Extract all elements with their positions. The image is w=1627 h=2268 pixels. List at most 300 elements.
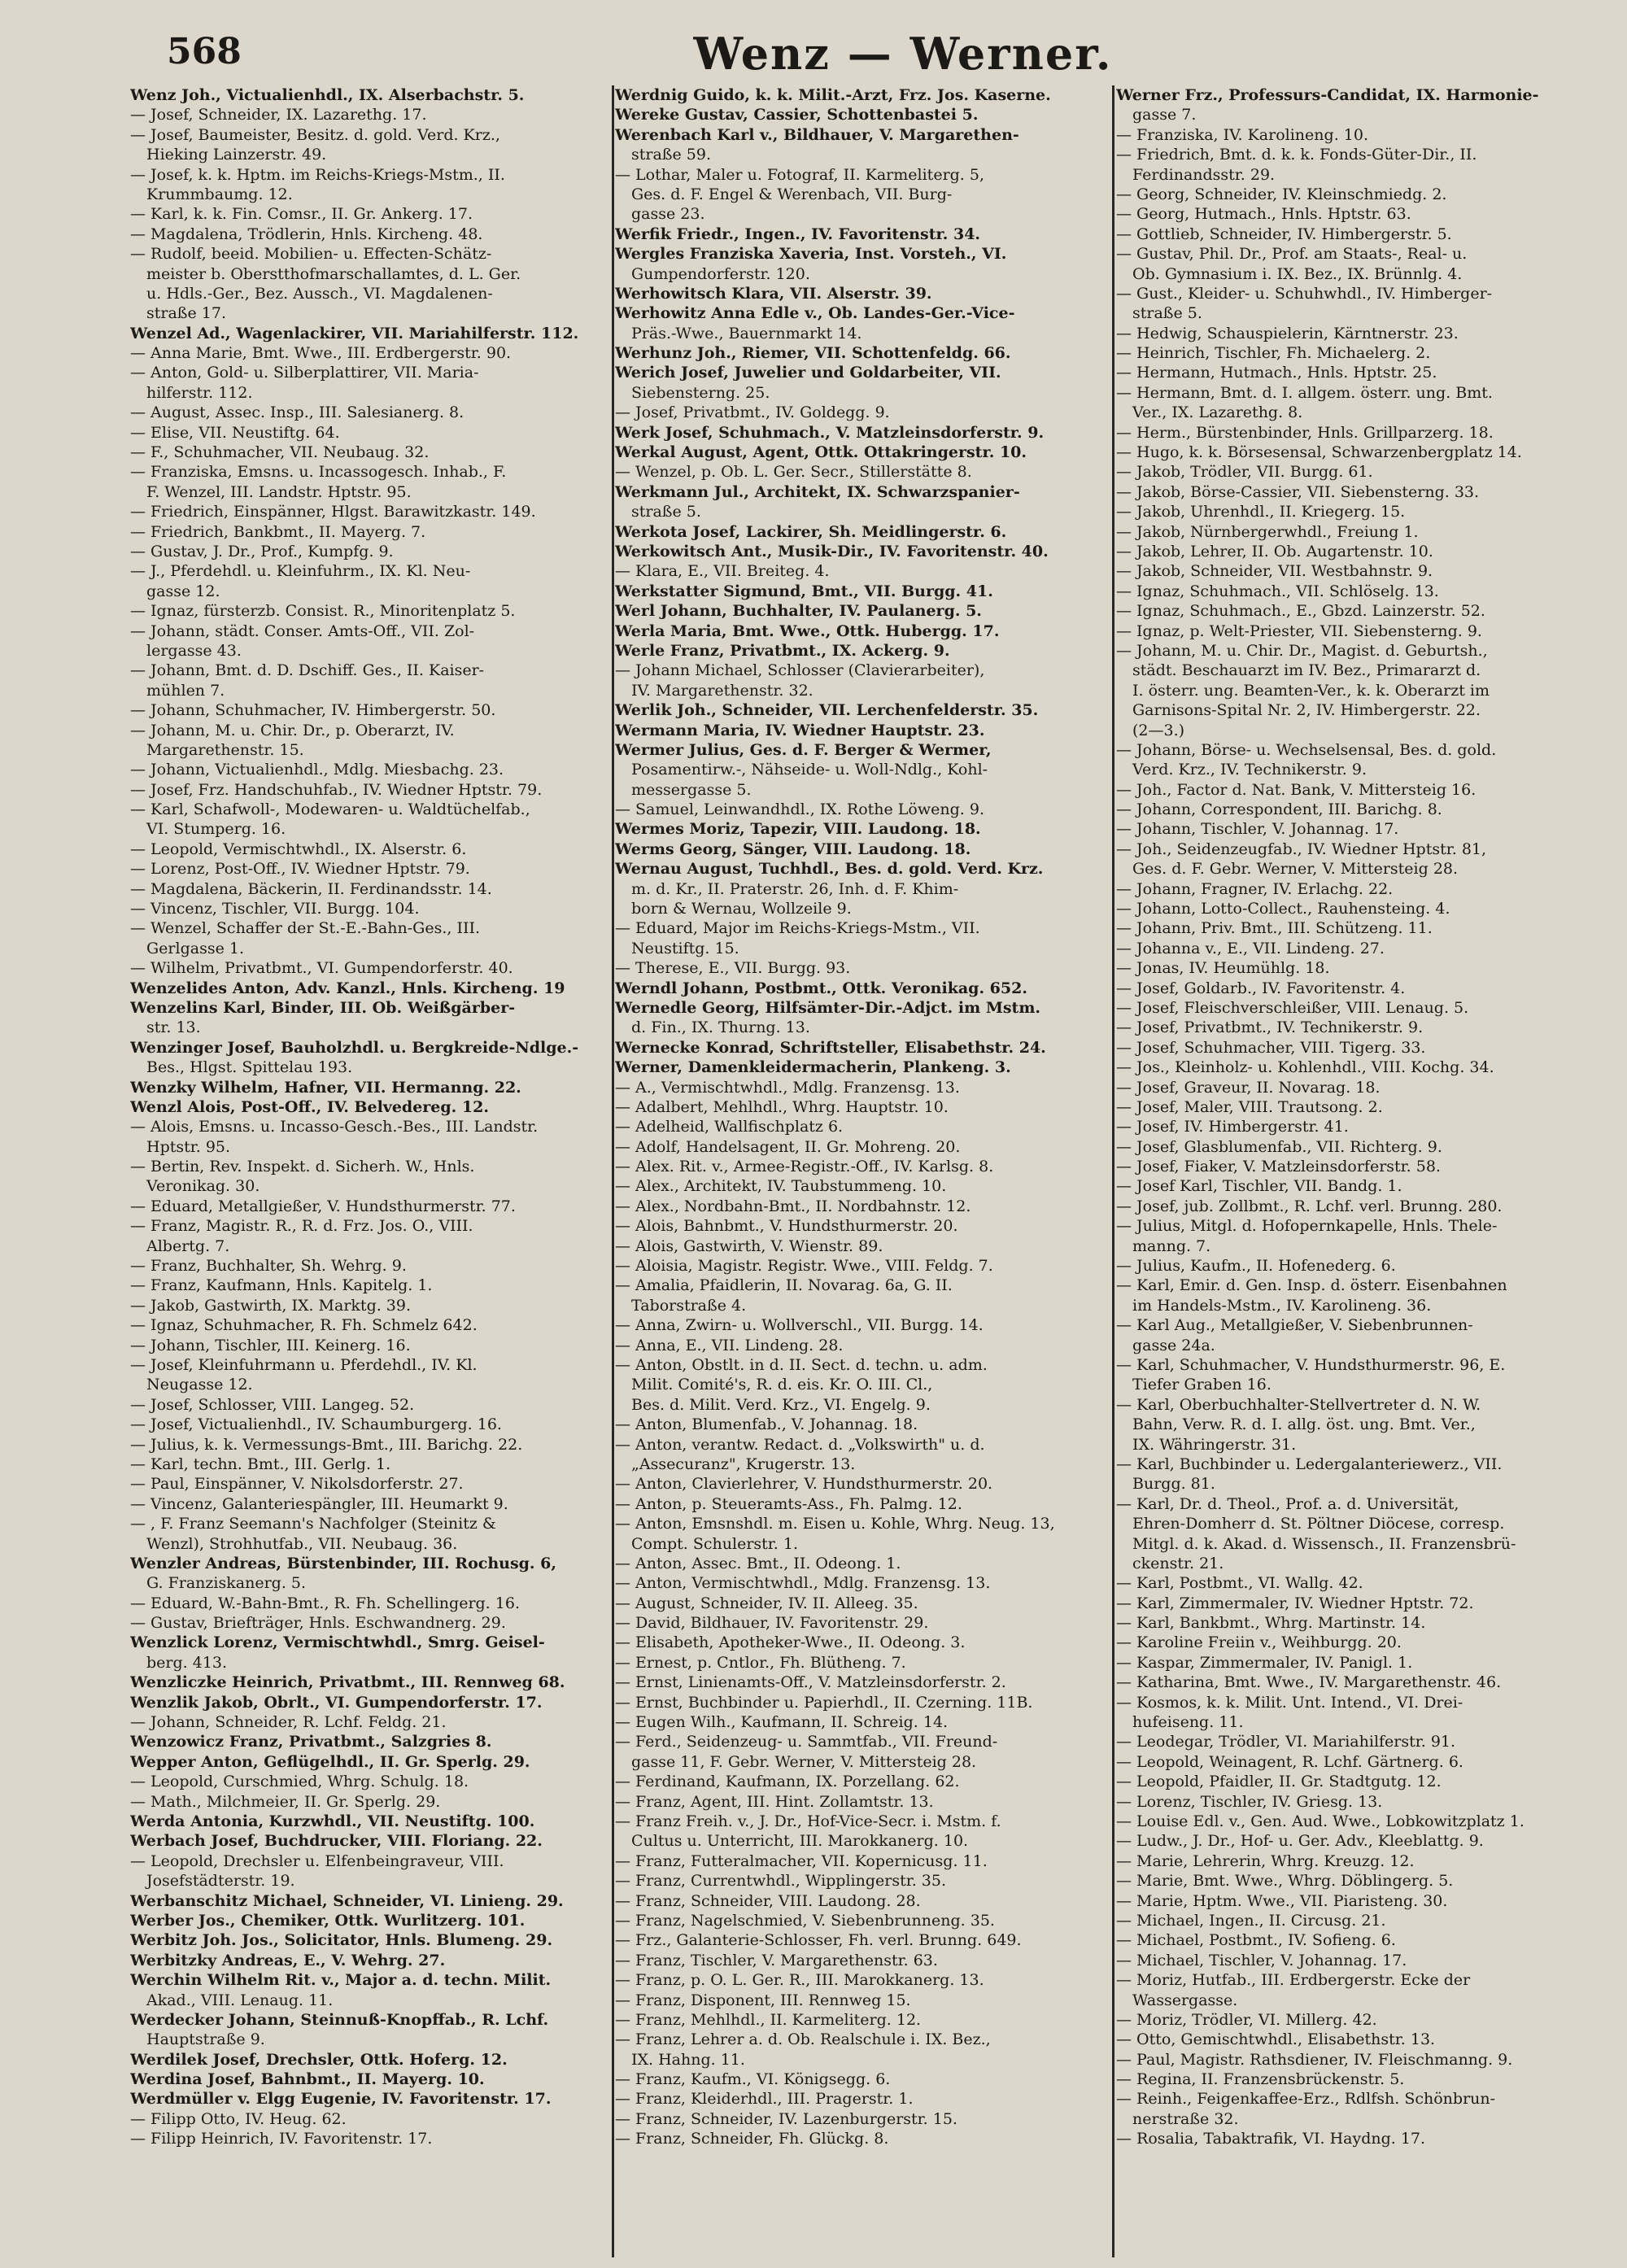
directory-entry-line: F. Wenzel, III. Landstr. Hptstr. 95.	[146, 482, 412, 501]
directory-entry-line: hilferstr. 112.	[146, 383, 253, 402]
directory-entry-line: — Joh., Seidenzeugfab., IV. Wiedner Hptstr. 81,	[1116, 840, 1487, 858]
directory-entry-line: — Hugo, k. k. Börsesensal, Schwarzenbergplatz 14.	[1116, 443, 1522, 462]
directory-entry-line: — Hermann, Hutmach., Hnls. Hptstr. 25.	[1116, 364, 1437, 382]
directory-entry-line: — Anton, verantw. Redact. d. „Volkswirth" u. d.	[615, 1435, 985, 1454]
directory-entry-line: — Anton, p. Steueramts-Ass., Fh. Palmg. 12.	[615, 1494, 962, 1513]
directory-entry-line: (2—3.)	[1132, 721, 1185, 739]
directory-entry-line: — Ignaz, fürsterzb. Consist. R., Minoritenplatz 5.	[130, 602, 516, 621]
directory-entry-line: — Ignaz, Schuhmach., E., Gbzd. Lainzerstr. 52.	[1116, 602, 1485, 621]
directory-entry-line: Wenzelins Karl, Binder, III. Ob. Weißgärber-	[130, 998, 516, 1017]
directory-entry-line: — Franz, Futteralmacher, VII. Kopernicusg. 11.	[615, 1851, 988, 1870]
directory-entry-line: born & Wernau, Wollzeile 9.	[631, 900, 852, 918]
directory-entry-line: — Johann, Tischler, III. Keinerg. 16.	[130, 1336, 411, 1354]
directory-entry-line: — Filipp Heinrich, IV. Favoritenstr. 17.	[130, 2130, 433, 2148]
directory-entry-line: — Jakob, Gastwirth, IX. Marktg. 39.	[130, 1296, 412, 1315]
directory-entry-line: Bes. d. Milit. Verd. Krz., VI. Engelg. 9.	[631, 1395, 931, 1414]
directory-entry-line: Neugasse 12.	[146, 1376, 253, 1394]
directory-entry-line: Werner Frz., Professurs-Candidat, IX. Harmonie-	[1116, 86, 1539, 104]
directory-entry-line: Veronikag. 30.	[146, 1177, 260, 1196]
directory-entry-line: Garnisons-Spital Nr. 2, IV. Himbergerstr. 22.	[1132, 701, 1481, 720]
directory-entry-line: I. österr. ung. Beamten-Ver., k. k. Oberarzt im	[1132, 681, 1490, 700]
directory-entry-line: Wernecke Konrad, Schriftsteller, Elisabethstr. 24.	[615, 1038, 1046, 1057]
directory-entry-line: — Anna, Zwirn- u. Wollverschl., VII. Burgg. 14.	[615, 1316, 984, 1335]
directory-entry-line: — Marie, Hptm. Wwe., VII. Piaristeng. 30.	[1116, 1891, 1448, 1910]
directory-entry-line: — Johann, Lotto-Collect., Rauhensteing. 4.	[1116, 900, 1450, 918]
directory-entry-line: gasse 7.	[1132, 106, 1197, 124]
directory-entry-line: Präs.-Wwe., Bauernmarkt 14.	[631, 324, 862, 342]
directory-entry-line: — Georg, Schneider, IV. Kleinschmiedg. 2.	[1116, 185, 1447, 203]
directory-entry-line: m. d. Kr., II. Praterstr. 26, Inh. d. F. Khim-	[631, 879, 959, 898]
directory-entry-line: — Leodegar, Trödler, VI. Mariahilferstr. 91.	[1116, 1733, 1456, 1751]
directory-entry-line: gasse 12.	[146, 582, 220, 600]
directory-entry-line: — Leopold, Drechsler u. Elfenbeingraveur, VIII.	[130, 1851, 504, 1870]
directory-entry-line: VI. Stumperg. 16.	[146, 820, 286, 839]
directory-entry-line: — Josef, Graveur, II. Novarag. 18.	[1116, 1078, 1381, 1097]
directory-entry-line: — Franz, Kaufm., VI. Königsegg. 6.	[615, 2070, 891, 2089]
directory-entry-line: — Johann, Victualienhdl., Mdlg. Miesbachg. 23.	[130, 761, 504, 779]
directory-entry-line: Siebensterng. 25.	[631, 383, 770, 402]
directory-entry-line: — Kosmos, k. k. Milit. Unt. Intend., VI. Drei-	[1116, 1693, 1463, 1712]
directory-entry-line: Wereke Gustav, Cassier, Schottenbastei 5.	[615, 106, 979, 124]
directory-entry-line: — Ernst, Buchbinder u. Papierhdl., II. Czerning. 11B.	[615, 1693, 1033, 1712]
directory-entry-line: Gumpendorferstr. 120.	[631, 264, 810, 283]
directory-entry-line: — Ignaz, Schuhmacher, R. Fh. Schmelz 642.	[130, 1316, 478, 1335]
directory-entry-line: Wepper Anton, Geflügelhdl., II. Gr. Sperlg. 29.	[130, 1752, 530, 1771]
directory-entry-line: Wermann Maria, IV. Wiedner Hauptstr. 23.	[615, 721, 985, 739]
directory-entry-line: — Anton, Emsnshdl. m. Eisen u. Kohle, Whrg. Neug. 13,	[615, 1515, 1055, 1533]
directory-entry-line: — Elise, VII. Neustiftg. 64.	[130, 423, 340, 442]
directory-entry-line: Wassergasse.	[1132, 1991, 1238, 2009]
directory-entry-line: Werl Johann, Buchhalter, IV. Paulanerg. 5.	[615, 602, 982, 621]
directory-entry-line: — Johann, Correspondent, III. Barichg. 8.	[1116, 800, 1442, 819]
directory-entry-line: Mitgl. d. k. Akad. d. Wissensch., II. Franzensbrü-	[1132, 1534, 1516, 1553]
directory-entry-line: Wermes Moriz, Tapezir, VIII. Laudong. 18.	[615, 820, 981, 839]
directory-entry-line: — Karl, Oberbuchhalter-Stellvertreter d. N. W.	[1116, 1395, 1481, 1414]
directory-entry-line: — Karl Aug., Metallgießer, V. Siebenbrunnen-	[1116, 1316, 1473, 1335]
directory-entry-line: — Julius, Kaufm., II. Hofenederg. 6.	[1116, 1257, 1396, 1276]
directory-entry-line: Werlik Joh., Schneider, VII. Lerchenfelderstr. 35.	[615, 701, 1039, 720]
directory-entry-line: Wenzel Ad., Wagenlackirer, VII. Mariahilferstr. 112.	[130, 324, 579, 342]
directory-entry-line: — Michael, Ingen., II. Circusg. 21.	[1116, 1911, 1386, 1930]
directory-entry-line: — Herm., Bürstenbinder, Hnls. Grillparzerg. 18.	[1116, 423, 1494, 442]
directory-entry-line: Ges. d. F. Gebr. Werner, V. Mittersteig 28.	[1132, 860, 1459, 879]
directory-entry-line: gasse 24a.	[1132, 1336, 1215, 1354]
directory-entry-line: — Josef, Goldarb., IV. Favoritenstr. 4.	[1116, 979, 1406, 997]
directory-entry-line: — , F. Franz Seemann's Nachfolger (Steinitz &	[130, 1515, 496, 1533]
directory-entry-line: Wenzelides Anton, Adv. Kanzl., Hnls. Kircheng. 19	[130, 979, 565, 997]
directory-entry-line: — Rudolf, beeid. Mobilien- u. Effecten-Schätz-	[130, 245, 492, 264]
directory-entry-line: — August, Schneider, IV. II. Alleeg. 35.	[615, 1594, 918, 1612]
directory-entry-line: messergasse 5.	[631, 780, 752, 799]
directory-entry-line: — Anton, Blumenfab., V. Johannag. 18.	[615, 1415, 918, 1434]
directory-entry-line: — Therese, E., VII. Burgg. 93.	[615, 959, 851, 978]
directory-entry-line: — Anna Marie, Bmt. Wwe., III. Erdbergerstr. 90.	[130, 344, 512, 363]
directory-entry-line: — Magdalena, Trödlerin, Hnls. Kircheng. 48.	[130, 225, 483, 243]
directory-entry-line: — Kaspar, Zimmermaler, IV. Panigl. 1.	[1116, 1653, 1413, 1672]
directory-entry-line: — Alois, Gastwirth, V. Wienstr. 89.	[615, 1236, 883, 1255]
directory-entry-line: im Handels-Mstm., IV. Karolineng. 36.	[1132, 1296, 1432, 1315]
directory-entry-line: Ferdinandsstr. 29.	[1132, 165, 1276, 184]
directory-entry-line: Akad., VIII. Lenaug. 11.	[146, 1991, 334, 2009]
directory-entry-line: — Ludw., J. Dr., Hof- u. Ger. Adv., Kleeblattg. 9.	[1116, 1832, 1484, 1851]
directory-entry-line: Wenzowicz Franz, Privatbmt., Salzgries 8.	[130, 1733, 492, 1751]
directory-entry-line: — Math., Milchmeier, II. Gr. Sperlg. 29.	[130, 1792, 441, 1811]
directory-entry-line: straße 5.	[631, 503, 701, 521]
directory-entry-line: — Josef, IV. Himbergerstr. 41.	[1116, 1118, 1349, 1136]
directory-entry-line: — Ignaz, Schuhmach., VII. Schlöselg. 13.	[1116, 582, 1439, 600]
directory-entry-line: — Franz, Lehrer a. d. Ob. Realschule i. IX. Bez.,	[615, 2030, 991, 2049]
directory-entry-line: Werhunz Joh., Riemer, VII. Schottenfeldg. 66.	[615, 344, 1011, 363]
directory-entry-line: — Franz, Magistr. R., R. d. Frz. Jos. O., VIII.	[130, 1217, 473, 1236]
directory-entry-line: Werkmann Jul., Architekt, IX. Schwarzspanier-	[615, 482, 1020, 501]
directory-entry-line: Wenzl Alois, Post-Off., IV. Belvedereg. 12.	[130, 1097, 489, 1116]
directory-entry-line: — A., Vermischtwhdl., Mdlg. Franzensg. 13.	[615, 1078, 960, 1097]
directory-entry-line: — Julius, Mitgl. d. Hofopernkapelle, Hnls. Thele-	[1116, 1217, 1498, 1236]
directory-entry-line: — Moriz, Hutfab., III. Erdbergerstr. Ecke der	[1116, 1971, 1471, 1990]
directory-entry-line: — Franziska, Emsns. u. Incassogesch. Inhab., F.	[130, 463, 507, 482]
directory-entry-line: — Leopold, Pfaidler, II. Gr. Stadtgutg. 12.	[1116, 1773, 1442, 1791]
directory-entry-line: — Josef, Fiaker, V. Matzleinsdorferstr. 58.	[1116, 1158, 1441, 1176]
directory-entry-line: Hieking Lainzerstr. 49.	[146, 146, 327, 164]
directory-entry-line: Wenzliczke Heinrich, Privatbmt., III. Rennweg 68.	[130, 1673, 565, 1692]
directory-entry-line: — Vincenz, Galanteriespängler, III. Heumarkt 9.	[130, 1494, 508, 1513]
directory-entry-line: — Friedrich, Bankbmt., II. Mayerg. 7.	[130, 522, 426, 541]
directory-entry-line: — F., Schuhmacher, VII. Neubaug. 32.	[130, 443, 430, 462]
directory-entry-line: — Filipp Otto, IV. Heug. 62.	[130, 2109, 347, 2128]
directory-entry-line: — Regina, II. Franzensbrückenstr. 5.	[1116, 2070, 1405, 2089]
directory-entry-line: d. Fin., IX. Thurng. 13.	[631, 1018, 810, 1037]
directory-entry-line: — Lothar, Maler u. Fotograf, II. Karmeliterg. 5,	[615, 165, 985, 184]
directory-entry-line: Ehren-Domherr d. St. Pöltner Diöcese, corresp.	[1132, 1515, 1505, 1533]
directory-entry-line: Tiefer Graben 16.	[1132, 1376, 1272, 1394]
directory-entry-line: Werdmüller v. Elgg Eugenie, IV. Favoritenstr. 17.	[130, 2090, 552, 2109]
directory-entry-line: — Josef, Kleinfuhrmann u. Pferdehdl., IV. Kl.	[130, 1356, 478, 1374]
directory-entry-line: — Wenzel, p. Ob. L. Ger. Secr., Stillerstätte 8.	[615, 463, 972, 482]
directory-entry-line: — Frz., Galanterie-Schlosser, Fh. verl. Brunng. 649.	[615, 1931, 1022, 1950]
directory-entry-line: — Marie, Bmt. Wwe., Whrg. Döblingerg. 5.	[1116, 1872, 1454, 1891]
page-number: 568	[167, 31, 242, 72]
directory-entry-line: — Gottlieb, Schneider, IV. Himbergerstr. 5.	[1116, 225, 1452, 243]
page-header	[0, 23, 1627, 80]
directory-entry-line: Werkowitsch Ant., Musik-Dir., IV. Favoritenstr. 40.	[615, 542, 1049, 560]
directory-entry-line: Werndl Johann, Postbmt., Ottk. Veronikag. 652.	[615, 979, 1027, 997]
directory-entry-line: — Georg, Hutmach., Hnls. Hptstr. 63.	[1116, 205, 1411, 224]
directory-entry-line: — Franziska, IV. Karolineng. 10.	[1116, 125, 1368, 144]
directory-entry-line: Wenz Joh., Victualienhdl., IX. Alserbachstr. 5.	[130, 86, 525, 104]
directory-entry-line: Hauptstraße 9.	[146, 2030, 265, 2049]
directory-entry-line: Wenzl), Strohhutfab., VII. Neubaug. 36.	[146, 1534, 458, 1553]
directory-entry-line: Krummbaumg. 12.	[146, 185, 293, 203]
directory-entry-line: — Jakob, Uhrenhdl., II. Kriegerg. 15.	[1116, 503, 1406, 521]
directory-entry-line: — Leopold, Vermischtwhdl., IX. Alserstr. 6.	[130, 840, 467, 858]
directory-entry-line: IX. Hahng. 11.	[631, 2050, 745, 2069]
directory-entry-line: Milit. Comité's, R. d. eis. Kr. O. III. Cl.,	[631, 1376, 933, 1394]
directory-entry-line: Ver., IX. Lazarethg. 8.	[1132, 403, 1303, 422]
directory-entry-line: Bes., Hlgst. Spittelau 193.	[146, 1058, 353, 1077]
directory-entry-line: — Alex. Rit. v., Armee-Registr.-Off., IV. Karlsg. 8.	[615, 1158, 994, 1176]
running-title: Wenz — Werner.	[693, 28, 1113, 80]
directory-entry-line: — Johann Michael, Schlosser (Clavierarbeiter),	[615, 661, 985, 680]
directory-entry-line: str. 13.	[146, 1018, 201, 1037]
directory-entry-line: — Gustav, J. Dr., Prof., Kumpfg. 9.	[130, 542, 394, 560]
directory-entry-line: — Magdalena, Bäckerin, II. Ferdinandsstr. 14.	[130, 879, 492, 898]
directory-entry-line: — Jakob, Börse-Cassier, VII. Siebensterng. 33.	[1116, 482, 1480, 501]
directory-entry-line: Werbitzky Andreas, E., V. Wehrg. 27.	[130, 1951, 446, 1969]
directory-entry-line: — Ignaz, p. Welt-Priester, VII. Siebensterng. 9.	[1116, 622, 1482, 640]
directory-entry-line: Posamentirw.-, Nähseide- u. Woll-Ndlg., Kohl-	[631, 761, 988, 779]
directory-entry-line: Wergles Franziska Xaveria, Inst. Vorsteh., VI.	[615, 245, 1007, 264]
directory-entry-line: — Eduard, W.-Bahn-Bmt., R. Fh. Schellingerg. 16.	[130, 1594, 520, 1612]
directory-entry-line: — Johann, Priv. Bmt., III. Schützeng. 11.	[1116, 919, 1433, 938]
directory-entry-line: IX. Währingerstr. 31.	[1132, 1435, 1297, 1454]
directory-entry-line: — Wenzel, Schaffer der St.-E.-Bahn-Ges., III.	[130, 919, 480, 938]
directory-entry-line: — Otto, Gemischtwhdl., Elisabethstr. 13.	[1116, 2030, 1436, 2049]
directory-entry-line: — Franz, p. O. L. Ger. R., III. Marokkanerg. 13.	[615, 1971, 984, 1990]
directory-entry-line: — Lorenz, Tischler, IV. Griesg. 13.	[1116, 1792, 1383, 1811]
directory-entry-line: — Karl, Bankbmt., Whrg. Martinstr. 14.	[1116, 1614, 1426, 1633]
directory-entry-line: — Franz, Schneider, VIII. Laudong. 28.	[615, 1891, 921, 1910]
directory-entry-line: — Franz, Schneider, IV. Lazenburgerstr. 15.	[615, 2109, 957, 2128]
directory-entry-line: — Anton, Vermischtwhdl., Mdlg. Franzensg. 13.	[615, 1574, 991, 1593]
directory-entry-line: — Michael, Tischler, V. Johannag. 17.	[1116, 1951, 1407, 1969]
directory-entry-line: Josefstädterstr. 19.	[146, 1872, 295, 1891]
directory-entry-line: u. Hdls.-Ger., Bez. Aussch., VI. Magdalenen-	[146, 284, 493, 303]
directory-entry-line: IV. Margarethenstr. 32.	[631, 681, 814, 700]
directory-entry-line: — Josef, Frz. Handschuhfab., IV. Wiedner Hptstr. 79.	[130, 780, 543, 799]
directory-entry-line: Werdnig Guido, k. k. Milit.-Arzt, Frz. Jos. Kaserne.	[615, 86, 1051, 104]
directory-entry-line: — Karl, Schuhmacher, V. Hundsthurmerstr. 96, E.	[1116, 1356, 1506, 1374]
directory-entry-line: — Johann, Börse- u. Wechselsensal, Bes. d. gold.	[1116, 740, 1497, 759]
directory-entry-line: — Karl, techn. Bmt., III. Gerlg. 1.	[130, 1455, 391, 1473]
directory-entry-line: Werchin Wilhelm Rit. v., Major a. d. techn. Milit.	[130, 1971, 552, 1990]
directory-entry-line: Werfik Friedr., Ingen., IV. Favoritenstr. 34.	[615, 225, 981, 243]
directory-entry-line: manng. 7.	[1132, 1236, 1211, 1255]
directory-entry-line: — Bertin, Rev. Inspekt. d. Sicherh. W., Hnls.	[130, 1158, 475, 1176]
directory-entry-line: — Wilhelm, Privatbmt., VI. Gumpendorferstr. 40.	[130, 959, 513, 978]
directory-entry-line: — Adelheid, Wallfischplatz 6.	[615, 1118, 844, 1136]
directory-entry-line: — Josef, Privatbmt., IV. Technikerstr. 9.	[1116, 1018, 1424, 1037]
directory-entry-line: — Josef, Baumeister, Besitz. d. gold. Verd. Krz.,	[130, 125, 500, 144]
directory-entry-line: — Gust., Kleider- u. Schuhwhdl., IV. Himberger-	[1116, 284, 1493, 303]
directory-entry-line: — Anton, Clavierlehrer, V. Hundsthurmerstr. 20.	[615, 1475, 993, 1494]
directory-entry-line: — Samuel, Leinwandhdl., IX. Rothe Löweng. 9.	[615, 800, 984, 819]
directory-entry-line: — Adalbert, Mehlhdl., Whrg. Hauptstr. 10.	[615, 1097, 949, 1116]
directory-entry-line: — Anton, Assec. Bmt., II. Odeong. 1.	[615, 1554, 901, 1572]
directory-entry-line: — Ferd., Seidenzeug- u. Sammtfab., VII. Freund-	[615, 1733, 998, 1751]
directory-entry-line: — Karl, Postbmt., VI. Wallg. 42.	[1116, 1574, 1363, 1593]
directory-entry-line: — Jakob, Lehrer, II. Ob. Augartenstr. 10.	[1116, 542, 1433, 560]
directory-entry-line: Verd. Krz., IV. Technikerstr. 9.	[1132, 761, 1367, 779]
directory-entry-line: — Karl, Buchbinder u. Ledergalanteriewerz., VII.	[1116, 1455, 1503, 1473]
directory-entry-line: — Paul, Einspänner, V. Nikolsdorferstr. 27.	[130, 1475, 464, 1494]
directory-entry-line: — Joh., Factor d. Nat. Bank, V. Mittersteig 16.	[1116, 780, 1477, 799]
directory-entry-line: — Josef, Privatbmt., IV. Goldegg. 9.	[615, 403, 890, 422]
directory-entry-line: Hptstr. 95.	[146, 1137, 231, 1156]
directory-entry-line: — J., Pferdehdl. u. Kleinfuhrm., IX. Kl. Neu-	[130, 562, 471, 581]
directory-entry-line: Margarethenstr. 15.	[146, 740, 304, 759]
directory-entry-line: Werms Georg, Sänger, VIII. Laudong. 18.	[615, 840, 971, 858]
directory-entry-line: — Louise Edl. v., Gen. Aud. Wwe., Lobkowitzplatz 1.	[1116, 1812, 1524, 1830]
directory-entry-line: — Jonas, IV. Heumühlg. 18.	[1116, 959, 1330, 978]
directory-entry-line: Wenzler Andreas, Bürstenbinder, III. Rochusg. 6,	[130, 1554, 556, 1572]
directory-entry-line: — Josef, jub. Zollbmt., R. Lchf. verl. Brunng. 280.	[1116, 1197, 1503, 1215]
directory-entry-line: — Aloisia, Magistr. Registr. Wwe., VIII. Feldg. 7.	[615, 1257, 993, 1276]
directory-entry-line: Werenbach Karl v., Bildhauer, V. Margarethen-	[615, 125, 1019, 144]
directory-entry-line: — Anton, Obstlt. in d. II. Sect. d. techn. u. adm.	[615, 1356, 988, 1374]
directory-entry-line: Compt. Schulerstr. 1.	[631, 1534, 798, 1553]
directory-entry-line: — Anton, Gold- u. Silberplattirer, VII. Maria-	[130, 364, 479, 382]
directory-entry-line: — Josef, Victualienhdl., IV. Schaumburgerg. 16.	[130, 1415, 502, 1434]
directory-entry-line: — Friedrich, Bmt. d. k. k. Fonds-Güter-Dir., II.	[1116, 146, 1477, 164]
directory-entry-line: Ges. d. F. Engel & Werenbach, VII. Burg-	[631, 185, 953, 203]
directory-entry-line: — Josef Karl, Tischler, VII. Bandg. 1.	[1116, 1177, 1402, 1196]
directory-entry-line: — Johann, Fragner, IV. Erlachg. 22.	[1116, 879, 1394, 898]
directory-entry-line: — Eugen Wilh., Kaufmann, II. Schreig. 14.	[615, 1713, 949, 1732]
directory-entry-line: — Johann, M. u. Chir. Dr., Magist. d. Geburtsh.,	[1116, 641, 1488, 660]
directory-entry-line: — Karl, Dr. d. Theol., Prof. a. d. Universität,	[1116, 1494, 1459, 1513]
directory-entry-line: — Johanna v., E., VII. Lindeng. 27.	[1116, 939, 1385, 957]
directory-entry-line: Bahn, Verw. R. d. I. allg. öst. ung. Bmt. Ver.,	[1132, 1415, 1476, 1434]
directory-entry-line: — Franz, Disponent, III. Rennweg 15.	[615, 1991, 911, 2009]
directory-entry-line: Werla Maria, Bmt. Wwe., Ottk. Hubergg. 17.	[615, 622, 1000, 640]
directory-entry-line: — Jakob, Nürnbergerwhdl., Freiung 1.	[1116, 522, 1419, 541]
directory-entry-line: — Johann, Schuhmacher, IV. Himbergerstr. 50.	[130, 701, 496, 720]
directory-entry-line: ckenstr. 21.	[1132, 1554, 1224, 1572]
directory-entry-line: — Franz Freih. v., J. Dr., Hof-Vice-Secr. i. Mstm. f.	[615, 1812, 1001, 1830]
directory-entry-line: lergasse 43.	[146, 641, 242, 660]
directory-entry-line: — David, Bildhauer, IV. Favoritenstr. 29.	[615, 1614, 929, 1633]
directory-entry-line: straße 5.	[1132, 304, 1202, 323]
directory-entry-line: Werk Josef, Schuhmach., V. Matzleinsdorferstr. 9.	[615, 423, 1045, 442]
directory-entry-line: — Vincenz, Tischler, VII. Burgg. 104.	[130, 900, 420, 918]
directory-entry-line: — Paul, Magistr. Rathsdiener, IV. Fleischmanng. 9.	[1116, 2050, 1513, 2069]
directory-entry-line: Wernau August, Tuchhdl., Bes. d. gold. Verd. Krz.	[615, 860, 1044, 879]
directory-entry-line: — Friedrich, Einspänner, Hlgst. Barawitzkastr. 149.	[130, 503, 536, 521]
directory-entry-line: — Leopold, Weinagent, R. Lchf. Gärtnerg. 6.	[1116, 1752, 1463, 1771]
directory-entry-line: — Josef, Schlosser, VIII. Langeg. 52.	[130, 1395, 415, 1414]
directory-entry-line: — Franz, Nagelschmied, V. Siebenbrunneng. 35.	[615, 1911, 995, 1930]
directory-entry-line: — Karoline Freiin v., Weihburgg. 20.	[1116, 1633, 1402, 1652]
directory-entry-line: — Franz, Schneider, Fh. Glückg. 8.	[615, 2130, 889, 2148]
directory-entry-line: — Gustav, Phil. Dr., Prof. am Staats-, Real- u.	[1116, 245, 1468, 264]
directory-entry-line: — Alex., Architekt, IV. Taubstummeng. 10.	[615, 1177, 947, 1196]
directory-entry-line: Ob. Gymnasium i. IX. Bez., IX. Brünnlg. 4.	[1132, 264, 1463, 283]
directory-entry-line: gasse 11, F. Gebr. Werner, V. Mittersteig 28.	[631, 1752, 977, 1771]
directory-entry-line: — Josef, Glasblumenfab., VII. Richterg. 9.	[1116, 1137, 1442, 1156]
directory-entry-line: Wernedle Georg, Hilfsämter-Dir.-Adjct. im Mstm.	[615, 998, 1041, 1017]
directory-entry-line: — Katharina, Bmt. Wwe., IV. Margarethenstr. 46.	[1116, 1673, 1502, 1692]
directory-entry-line: Wenzinger Josef, Bauholzhdl. u. Bergkreide-Ndlge.-	[130, 1038, 579, 1057]
column-2	[615, 85, 1106, 2266]
directory-entry-line: — Elisabeth, Apotheker-Wwe., II. Odeong. 3.	[615, 1633, 966, 1652]
directory-entry-line: berg. 413.	[146, 1653, 228, 1672]
directory-entry-line: — Ferdinand, Kaufmann, IX. Porzellang. 62.	[615, 1773, 960, 1791]
directory-entry-line: — Jakob, Trödler, VII. Burgg. 61.	[1116, 463, 1373, 482]
directory-entry-line: — Josef, k. k. Hptm. im Reichs-Kriegs-Mstm., II.	[130, 165, 505, 184]
directory-entry-line: G. Franziskanerg. 5.	[146, 1574, 307, 1593]
directory-entry-line: — Leopold, Curschmied, Whrg. Schulg. 18.	[130, 1773, 469, 1791]
directory-entry-line: — Josef, Schuhmacher, VIII. Tigerg. 33.	[1116, 1038, 1426, 1057]
directory-entry-line: — Karl, Zimmermaler, IV. Wiedner Hptstr. 72.	[1116, 1594, 1474, 1612]
directory-entry-line: Werner, Damenkleidermacherin, Plankeng. 3.	[615, 1058, 1011, 1077]
directory-entry-line: — Karl, Emir. d. Gen. Insp. d. österr. Eisenbahnen	[1116, 1276, 1507, 1295]
directory-entry-line: Taborstraße 4.	[631, 1296, 747, 1315]
directory-entry-line: Wenzlick Lorenz, Vermischtwhdl., Smrg. Geisel-	[130, 1633, 545, 1652]
directory-entry-line: Werle Franz, Privatbmt., IX. Ackerg. 9.	[615, 641, 950, 660]
directory-entry-line: — Hedwig, Schauspielerin, Kärntnerstr. 23.	[1116, 324, 1459, 342]
directory-entry-line: Werbitz Joh. Jos., Solicitator, Hnls. Blumeng. 29.	[130, 1931, 553, 1950]
directory-entry-line: — Eduard, Metallgießer, V. Hundsthurmerstr. 77.	[130, 1197, 516, 1215]
directory-entry-line: städt. Beschauarzt im IV. Bez., Primararzt d.	[1132, 661, 1481, 680]
directory-entry-line: — Eduard, Major im Reichs-Kriegs-Mstm., VII.	[615, 919, 980, 938]
directory-entry-line: Cultus u. Unterricht, III. Marokkanerg. 10.	[631, 1832, 969, 1851]
directory-entry-line: straße 17.	[146, 304, 226, 323]
directory-entry-line: nerstraße 32.	[1132, 2109, 1239, 2128]
directory-entry-line: — Reinh., Feigenkaffee-Erz., Rdlfsh. Schönbrun-	[1116, 2090, 1496, 2109]
directory-entry-line: — Anna, E., VII. Lindeng. 28.	[615, 1336, 844, 1354]
directory-entry-line: mühlen 7.	[146, 681, 225, 700]
directory-entry-line: — Johann, Tischler, V. Johannag. 17.	[1116, 820, 1399, 839]
directory-entry-line: — Adolf, Handelsagent, II. Gr. Mohreng. 20.	[615, 1137, 961, 1156]
directory-entry-line: „Assecuranz", Krugerstr. 13.	[631, 1455, 856, 1473]
directory-entry-line: — Franz, Buchhalter, Sh. Wehrg. 9.	[130, 1257, 407, 1276]
directory-columns	[130, 85, 1627, 2266]
directory-entry-line: — Karl, Schafwoll-, Modewaren- u. Waldtüchelfab.,	[130, 800, 530, 819]
directory-entry-line: Wenzlik Jakob, Obrlt., VI. Gumpendorferstr. 17.	[130, 1693, 543, 1712]
directory-entry-line: — Moriz, Trödler, VI. Millerg. 42.	[1116, 2010, 1377, 2029]
directory-entry-line: — Michael, Postbmt., IV. Sofieng. 6.	[1116, 1931, 1396, 1950]
directory-entry-line: — Ernest, p. Cntlor., Fh. Blütheng. 7.	[615, 1653, 906, 1672]
directory-entry-line: Werkal August, Agent, Ottk. Ottakringerstr. 10.	[615, 443, 1027, 462]
directory-entry-line: — Karl, k. k. Fin. Comsr., II. Gr. Ankerg. 17.	[130, 205, 473, 224]
directory-entry-line: — Alois, Emsns. u. Incasso-Gesch.-Bes., III. Landstr.	[130, 1118, 539, 1136]
directory-entry-line: Wermer Julius, Ges. d. F. Berger & Wermer,	[615, 740, 992, 759]
directory-entry-line: — Lorenz, Post-Off., IV. Wiedner Hptstr. 79.	[130, 860, 470, 879]
directory-entry-line: — Julius, k. k. Vermessungs-Bmt., III. Barichg. 22.	[130, 1435, 523, 1454]
directory-entry-line: Werber Jos., Chemiker, Ottk. Wurlitzerg. 101.	[130, 1911, 526, 1930]
directory-entry-line: Werkota Josef, Lackirer, Sh. Meidlingerstr. 6.	[615, 522, 1007, 541]
directory-entry-line: — Franz, Currentwhdl., Wipplingerstr. 35.	[615, 1872, 947, 1891]
directory-entry-line: — Ernst, Linienamts-Off., V. Matzleinsdorferstr. 2.	[615, 1673, 1006, 1692]
directory-entry-line: Neustiftg. 15.	[631, 939, 739, 957]
directory-entry-line: — Klara, E., VII. Breiteg. 4.	[615, 562, 830, 581]
directory-entry-line: — Johann, städt. Conser. Amts-Off., VII. Zol-	[130, 622, 475, 640]
directory-entry-line: — Johann, M. u. Chir. Dr., p. Oberarzt, IV.	[130, 721, 455, 739]
directory-entry-line: — Marie, Lehrerin, Whrg. Kreuzg. 12.	[1116, 1851, 1415, 1870]
directory-entry-line: Werdilek Josef, Drechsler, Ottk. Hoferg. 12.	[130, 2050, 508, 2069]
directory-entry-line: hufeiseng. 11.	[1132, 1713, 1244, 1732]
column-1	[130, 85, 605, 2266]
directory-entry-line: straße 59.	[631, 146, 711, 164]
directory-entry-line: — Josef, Fleischverschleißer, VIII. Lenaug. 5.	[1116, 998, 1469, 1017]
directory-entry-line: — Franz, Kleiderhdl., III. Pragerstr. 1.	[615, 2090, 914, 2109]
directory-entry-line: — Franz, Tischler, V. Margarethenstr. 63.	[615, 1951, 938, 1969]
directory-entry-line: Albertg. 7.	[146, 1236, 230, 1255]
directory-entry-line: Wenzky Wilhelm, Hafner, VII. Hermanng. 22.	[130, 1078, 521, 1097]
directory-entry-line: — Hermann, Bmt. d. I. allgem. österr. ung. Bmt.	[1116, 383, 1493, 402]
directory-entry-line: Werdecker Johann, Steinnuß-Knopffab., R. Lchf.	[130, 2010, 549, 2029]
directory-entry-line: Werkstatter Sigmund, Bmt., VII. Burgg. 41.	[615, 582, 993, 600]
directory-entry-line: Werbach Josef, Buchdrucker, VIII. Floriang. 22.	[130, 1832, 543, 1851]
directory-entry-line: Werhowitsch Klara, VII. Alserstr. 39.	[615, 284, 932, 303]
directory-entry-line: — August, Assec. Insp., III. Salesianerg. 8.	[130, 403, 465, 422]
directory-entry-line: Werhowitz Anna Edle v., Ob. Landes-Ger.-Vice-	[615, 304, 1015, 323]
directory-entry-line: — Franz, Agent, III. Hint. Zollamtstr. 13.	[615, 1792, 934, 1811]
directory-entry-line: — Josef, Schneider, IX. Lazarethg. 17.	[130, 106, 427, 124]
directory-entry-line: — Jakob, Schneider, VII. Westbahnstr. 9.	[1116, 562, 1433, 581]
directory-entry-line: Gerlgasse 1.	[146, 939, 244, 957]
directory-entry-line: — Amalia, Pfaidlerin, II. Novarag. 6a, G. II.	[615, 1276, 953, 1295]
